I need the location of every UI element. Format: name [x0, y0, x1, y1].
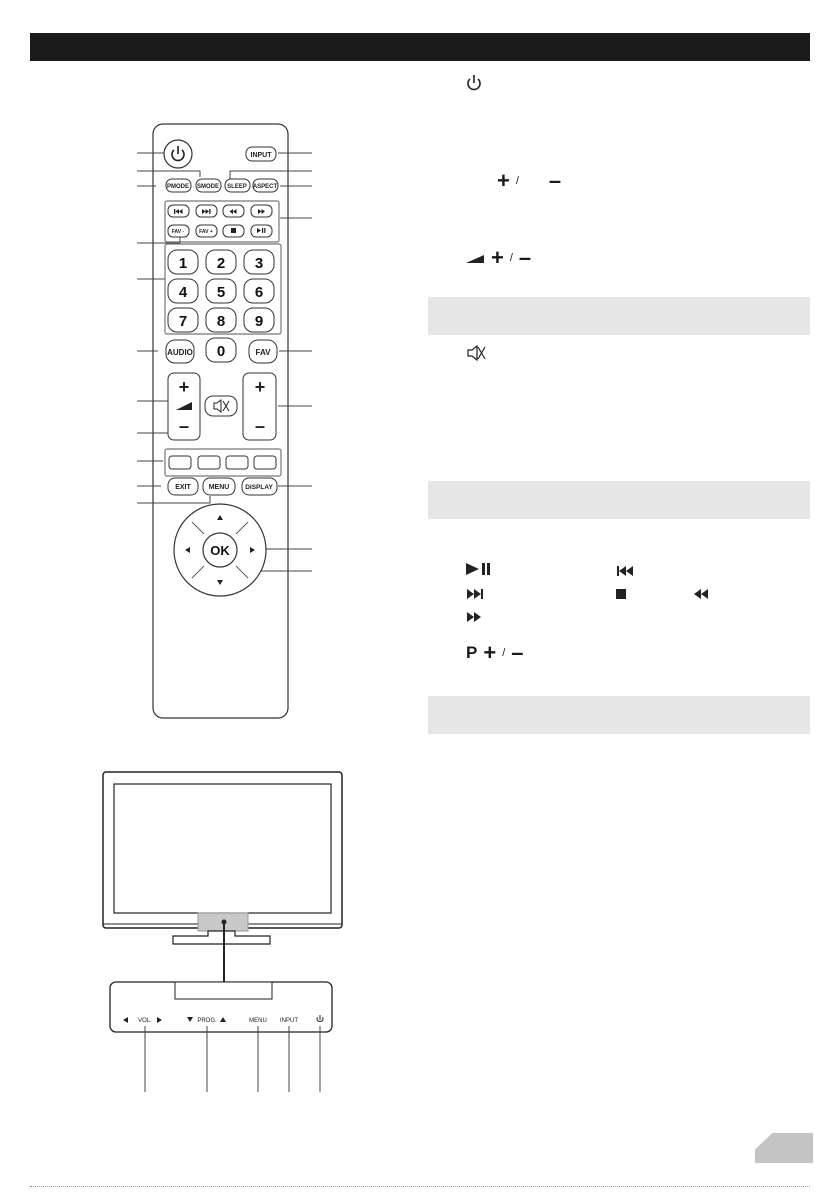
aspect-label: ASPECT — [252, 184, 278, 190]
tv-diagram — [0, 760, 420, 1140]
page-number-tab — [755, 1133, 813, 1163]
input-label: INPUT — [250, 152, 272, 159]
number-label: 0 — [216, 343, 226, 360]
channel-plus-minus-row — [497, 168, 561, 194]
prev-track-icon — [616, 565, 636, 577]
volume-plus-minus-row — [465, 245, 531, 271]
volume-minus-label: – — [178, 416, 190, 436]
plus-symbol: + — [497, 168, 510, 193]
stop-icon — [231, 228, 236, 233]
program-plus-minus-row — [466, 640, 524, 666]
fav-minus-label: FAV - — [171, 229, 185, 235]
vol-minus-symbol: – — [518, 245, 532, 270]
number-label: 2 — [216, 255, 226, 272]
audio-label: AUDIO — [167, 348, 193, 357]
p-plus-symbol: + — [483, 640, 497, 665]
number-button-1[interactable] — [206, 250, 236, 274]
smode-label: SMODE — [196, 184, 220, 190]
ok-label: OK — [210, 543, 230, 558]
fav-plus-label: FAV + — [199, 229, 213, 235]
number-button-3[interactable] — [168, 279, 198, 303]
tv-stand — [173, 931, 270, 944]
next-track-icon — [466, 588, 486, 600]
prev-symbol — [616, 564, 636, 582]
power-icon — [465, 73, 483, 91]
display-label: DISPLAY — [245, 484, 273, 491]
green-button[interactable] — [198, 456, 220, 469]
panel-input-label[interactable]: INPUT — [280, 1018, 298, 1024]
footer-dotted-line — [30, 1186, 810, 1187]
next-symbol — [466, 587, 486, 605]
p-minus-symbol: – — [511, 640, 524, 665]
vol-plus-symbol: + — [491, 245, 504, 270]
remote-power-button[interactable] — [164, 140, 192, 168]
fast-forward-icon — [466, 611, 486, 623]
mute-icon — [466, 344, 486, 362]
tv-screen — [114, 784, 331, 913]
number-button-5[interactable] — [244, 279, 274, 303]
number-button-7[interactable] — [206, 308, 236, 332]
control-indicator-dot — [222, 920, 227, 925]
panel-prog-label: PROG. — [197, 1018, 217, 1024]
rewind-button[interactable] — [223, 205, 244, 217]
play-pause-symbol — [465, 562, 493, 581]
pmode-label: PMODE — [166, 184, 190, 190]
program-plus-label: + — [254, 377, 266, 397]
mute-symbol — [466, 344, 486, 367]
number-label: 1 — [178, 255, 188, 272]
stop-symbol — [615, 587, 627, 605]
section-band-2 — [428, 481, 810, 519]
sleep-label: SLEEP — [227, 184, 247, 190]
number-label: 9 — [254, 313, 264, 330]
program-rocker[interactable] — [243, 373, 276, 440]
number-button-8[interactable] — [244, 308, 274, 332]
vol-slash-symbol: / — [509, 252, 513, 264]
volume-icon — [465, 252, 485, 264]
exit-label: EXIT — [175, 484, 191, 491]
fast-forward-symbol — [466, 610, 486, 628]
menu-label: MENU — [208, 484, 230, 491]
slash-symbol: / — [515, 175, 519, 187]
number-label: 3 — [254, 255, 264, 272]
number-button-6[interactable] — [168, 308, 198, 332]
remote-control-diagram — [0, 0, 420, 740]
program-minus-label: – — [254, 416, 266, 436]
play-pause-button[interactable] — [251, 225, 272, 237]
section-band-1 — [428, 297, 810, 335]
yellow-button[interactable] — [226, 456, 248, 469]
rewind-symbol — [692, 587, 712, 605]
panel-vol-label: VOL. — [138, 1018, 152, 1024]
power-symbol — [465, 73, 483, 96]
volume-plus-label: + — [178, 377, 190, 397]
number-label: 7 — [178, 313, 188, 330]
number-button-2[interactable] — [244, 250, 274, 274]
mute-button[interactable] — [205, 396, 237, 416]
rewind-icon — [692, 588, 712, 600]
red-button[interactable] — [169, 456, 191, 469]
number-button-0[interactable] — [168, 250, 198, 274]
section-band-3 — [428, 696, 810, 734]
number-button-4[interactable] — [206, 279, 236, 303]
number-button-9[interactable] — [206, 338, 236, 362]
play-pause-icon — [465, 562, 493, 576]
volume-rocker[interactable] — [168, 373, 200, 440]
number-label: 8 — [216, 313, 226, 330]
stop-icon — [615, 588, 627, 600]
panel-menu-label[interactable]: MENU — [249, 1018, 267, 1024]
number-label: 5 — [216, 284, 226, 301]
ok-button[interactable] — [203, 533, 237, 567]
minus-symbol: – — [548, 168, 562, 193]
p-symbol: P — [466, 643, 478, 662]
p-slash-symbol: / — [502, 647, 506, 659]
number-label: 4 — [178, 284, 188, 301]
number-label: 6 — [254, 284, 264, 301]
blue-button[interactable] — [254, 456, 276, 469]
fav-label: FAV — [255, 348, 271, 357]
